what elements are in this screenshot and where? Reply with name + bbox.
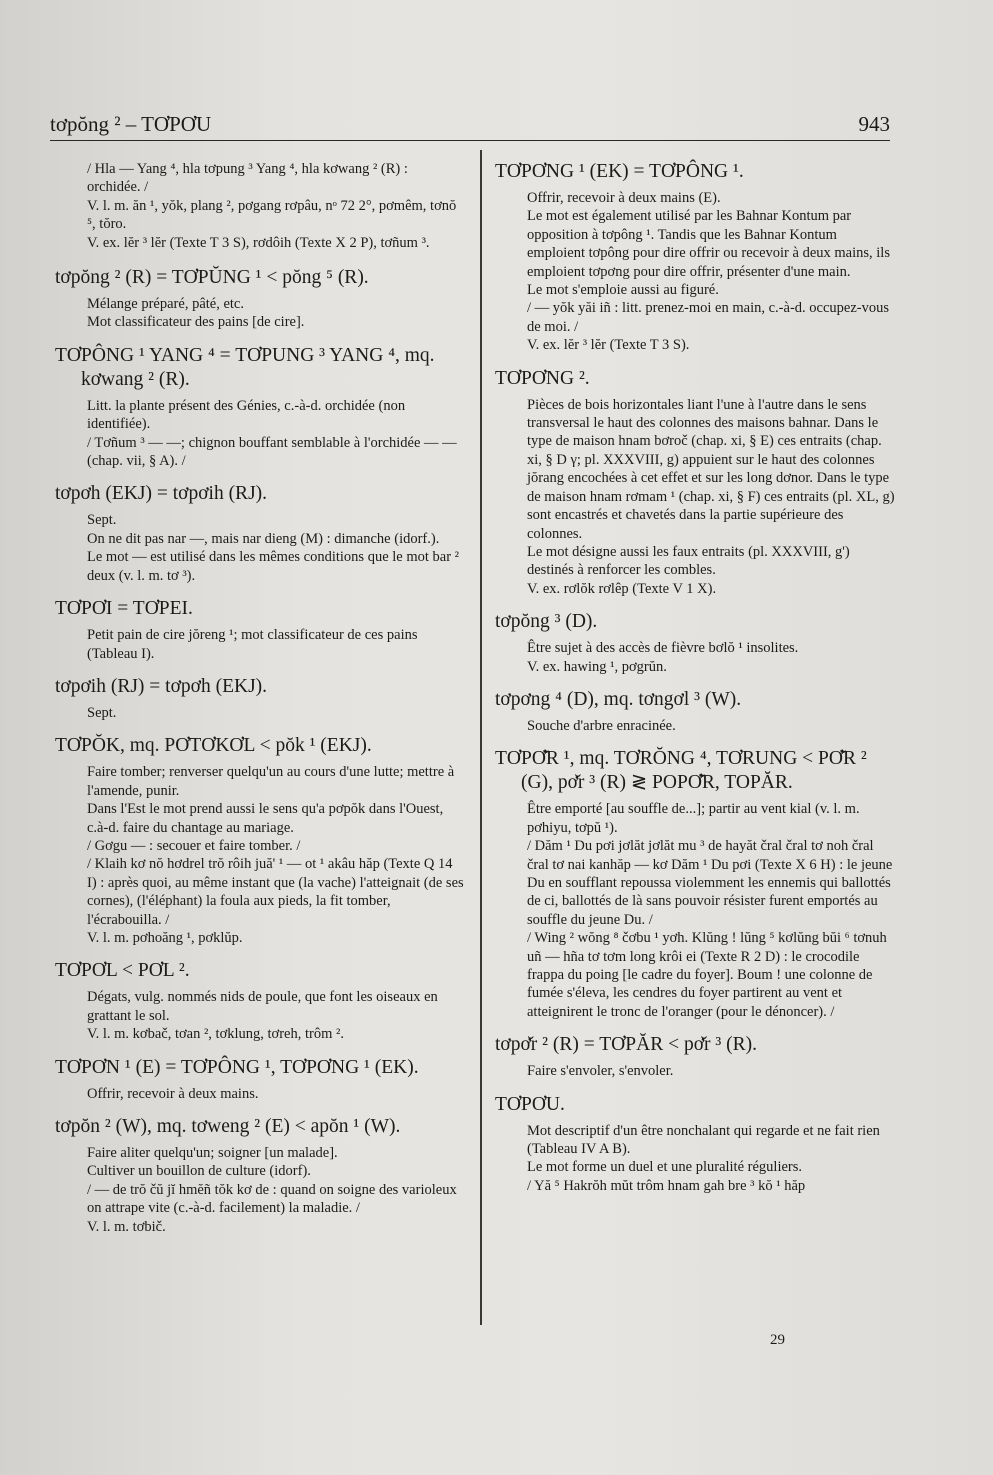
entry-definition: / Gơgu — : secouer et faire tomber. / <box>87 837 301 854</box>
dictionary-entry <box>495 1093 895 1196</box>
entry-headword: tơpŏng ² (R) = TƠPŬNG ¹ < pŏng ⁵ (R). <box>55 267 369 289</box>
dictionary-entry <box>55 959 465 1043</box>
entry-definition: Souche d'arbre enracinée. <box>527 717 676 734</box>
entry-definition: / Tơñum ³ — —; chignon bouffant semblable à l'orchidée — — (chap. vii, § A). / <box>87 434 457 470</box>
dictionary-entry <box>55 675 465 722</box>
continued-entry <box>55 160 465 252</box>
entry-definition: Cultiver un bouillon de culture (idorf). <box>87 1163 311 1180</box>
entry-definition: Pièces de bois horizontales liant l'une à l'autre dans le sens transversal le haut des colonnes des maisons bahnar. Dans le type de maison hnam bơroč (chap. xi, § E) ces entraits (chap. xi, § D γ; pl. XXXVIII, g) appuient sur le haut des colonnes jŏrang encochées à cet effet et sur les long dơnor. Dans le type de maison hnam rơmam ¹ (chap. xi, § F) ces entraits (pl. XL, g) sont encastrés et chavetés dans la partie supérieure des colonnes. <box>527 396 895 542</box>
entry-definition: Faire tomber; renverser quelqu'un au cours d'une lutte; mettre à l'amende, punir. <box>87 764 455 799</box>
entry-definition: / Klaih kơ nŏ hơdrel trŏ rôih juă' ¹ — ot ¹ akâu hăp (Texte Q 14 I) : après quoi, au même instant que (la vache) l'atteignait (de ses cornes), (l'éléphant) la foula aux pieds, la fit tomber, l'écrabouilla. / <box>87 856 464 928</box>
signature-number: 29 <box>770 1332 785 1348</box>
dictionary-entry <box>55 344 465 471</box>
dictionary-entry <box>55 482 465 585</box>
dictionary-entry <box>495 688 895 735</box>
entry-definition: Dégats, vulg. nommés nids de poule, que font les oiseaux en grattant le sol. <box>87 989 438 1024</box>
dictionary-entry <box>55 1115 465 1236</box>
dictionary-entry <box>55 734 465 947</box>
entry-headword: TƠPƠL < PƠL ². <box>55 960 190 982</box>
entry-headword: TƠPƠU. <box>495 1093 565 1115</box>
entry-headword: tơpơh (EKJ) = tơpơih (RJ). <box>55 483 268 505</box>
dictionary-entry <box>495 367 895 598</box>
continued-line: V. ex. lĕr ³ lĕr (Texte T 3 S), rơdôih (Texte X 2 P), tơñum ³. <box>87 234 430 251</box>
page-number: 943 <box>858 112 890 136</box>
entry-headword: tơpŏng ³ (D). <box>495 611 598 633</box>
entry-definition: Le mot — est utilisé dans les mêmes conditions que le mot bar ² deux (v. l. m. tơ ³). <box>87 549 460 584</box>
running-head-title: tơpŏng ² – TƠPƠU <box>50 112 212 136</box>
entry-definition: Offrir, recevoir à deux mains. <box>87 1085 259 1102</box>
entry-headword: tơpơng ⁴ (D), mq. tơngơl ³ (W). <box>495 688 742 710</box>
entry-definition: / Wing ² wŏng ⁸ čơbu ¹ yơh. Klŭng ! lŭng ⁵ kơlŭng bŭi ⁶ tơnuh uñ — hña tơ tơm long krôi ei (Texte R 2 D) : le crocodile frappa du poing [le cadre du foyer]. Boum ! une colonne de fumée s'éleva, les cendres du foyer partirent au vent et atteignirent le tronc de l'oranger (pour le dénoncer). / <box>527 930 887 1020</box>
entry-definition: Sept. <box>87 704 117 721</box>
entry-definition: V. ex. hawing ¹, pơgrŭn. <box>527 658 667 675</box>
entry-definition: V. ex. lĕr ³ lĕr (Texte T 3 S). <box>527 337 690 354</box>
entry-definition: Dans l'Est le mot prend aussi le sens qu'a pơpŏk dans l'Ouest, c.à-d. faire du chantage au mariage. <box>87 801 444 836</box>
dictionary-entry <box>55 1056 465 1103</box>
entry-definition: Litt. la plante présent des Génies, c.-à-d. orchidée (non identifiée). <box>87 397 406 433</box>
entry-definition: / Yă ⁵ Hakrŏh mŭt trôm hnam gah bre ³ kŏ ¹ hăp <box>527 1177 806 1194</box>
dictionary-entry <box>495 160 895 355</box>
entry-headword: TƠPƠN ¹ (E) = TƠPÔNG ¹, TƠPƠNG ¹ (EK). <box>55 1056 419 1078</box>
entry-definition: Mot classificateur des pains [de cire]. <box>87 314 305 331</box>
entry-definition: Petit pain de cire jŏreng ¹; mot classificateur de ces pains (Tableau I). <box>87 627 418 662</box>
entry-definition: Offrir, recevoir à deux mains (E). <box>527 190 721 206</box>
running-head <box>50 112 890 141</box>
dictionary-entry <box>495 1033 895 1080</box>
entry-definition: V. l. m. kơbač, tơan ², tơklung, tơreh, trôm ². <box>87 1026 344 1043</box>
entry-definition: Être emporté [au souffle de...]; partir au vent kial (v. l. m. pơhiyu, tơpŭ ¹). <box>527 801 860 836</box>
entry-definition: Faire s'envoler, s'envoler. <box>527 1063 674 1080</box>
entry-headword: TƠPƠNG ². <box>495 367 590 389</box>
dictionary-entry <box>55 597 465 663</box>
entry-definition: Le mot est également utilisé par les Bahnar Kontum par opposition à tơpông ¹. Tandis que les Bahnar Kontum emploient tơpông pour dire offrir ou recevoir à deux mains, ils emploient tơpơng pour dire offrir, présenter d'une main. <box>527 208 890 280</box>
entry-definition: Le mot s'emploie aussi au figuré. <box>527 282 719 299</box>
entry-definition: Sept. <box>87 512 117 529</box>
entry-definition: Faire aliter quelqu'un; soigner [un malade]. <box>87 1145 338 1161</box>
entry-definition: Mot descriptif d'un être nonchalant qui regarde et ne fait rien (Tableau IV A B). <box>527 1122 880 1158</box>
entry-headword: tơpŏn ² (W), mq. tơweng ² (E) < apŏn ¹ (W). <box>55 1116 401 1137</box>
column-divider <box>480 150 482 1325</box>
entry-headword: TƠPƠ̆R ¹, mq. TƠRŎNG ⁴, TƠRUNG < PƠ̆R ² (G), pơ̆r ³ (R) ≷ POPƠ̆R, TOPĂR. <box>495 748 867 794</box>
entry-headword: tơpơ̆r ² (R) = TƠPĂR < pơ̆r ³ (R). <box>495 1034 757 1056</box>
dictionary-entry <box>495 610 895 676</box>
entry-headword: tơpơih (RJ) = tơpơh (EKJ). <box>55 675 268 697</box>
entry-definition: Mélange préparé, pâté, etc. <box>87 296 244 313</box>
continued-line: V. l. m. ăn ¹, yŏk, plang ², pơgang rơpâu, nᵒ 72 2°, pơmêm, tơnŏ ⁵, tŏro. <box>87 197 457 233</box>
continued-line: / Hla — Yang ⁴, hla tơpung ³ Yang ⁴, hla kơwang ² (R) : orchidée. / <box>87 161 408 196</box>
entry-definition: V. l. m. tơbič. <box>87 1218 166 1235</box>
entry-definition: On ne dit pas nar —, mais nar dieng (M) : dimanche (idorf.). <box>87 530 440 547</box>
right-column <box>495 160 895 1207</box>
entry-headword: TƠPƠNG ¹ (EK) = TƠPÔNG ¹. <box>495 161 744 182</box>
entry-definition: / — de trŏ čŭ jĭ hmĕñ tŏk kơ de : quand on soigne des varioleux on attrape vite (c.-à-d. facilement) la maladie. / <box>87 1181 457 1217</box>
entry-headword: TƠPÔNG ¹ YANG ⁴ = TƠPUNG ³ YANG ⁴, mq. kơwang ² (R). <box>55 344 435 390</box>
entry-definition: V. ex. rơlŏk rơlêp (Texte V 1 X). <box>527 580 717 597</box>
entry-definition: / — yŏk yăi iñ : litt. prenez-moi en main, c.-à-d. occupez-vous de moi. / <box>527 300 889 335</box>
left-column <box>55 160 465 1248</box>
dictionary-entry <box>55 266 465 332</box>
entry-headword: TƠPŎK, mq. PƠTƠKƠL < pŏk ¹ (EKJ). <box>55 735 372 757</box>
entry-definition: Le mot forme un duel et une pluralité réguliers. <box>527 1159 803 1176</box>
entry-definition: Le mot désigne aussi les faux entraits (pl. XXXVIII, g') destinés à renforcer les combles. <box>527 543 850 579</box>
dictionary-entry <box>495 747 895 1021</box>
entry-definition: Être sujet à des accès de fièvre bơlŏ ¹ insolites. <box>527 640 799 657</box>
entry-definition: / Dăm ¹ Du pơi jơlăt jơlăt mu ³ de hayăt čral čral tơ noh čral čral tơ nai kanhăp — kơ Dăm ¹ Du pơi (Texte X 6 H) : le jeune Du en soufflant repoussa violemment les ennemis qui ballottés de ci, ballottés de là sans pouvoir résister furent emportés au souffle du jeune Du. / <box>527 838 893 928</box>
entry-definition: V. l. m. pơhoăng ¹, pơklŭp. <box>87 929 243 946</box>
entry-headword: TƠPƠI = TƠPEI. <box>55 598 193 620</box>
